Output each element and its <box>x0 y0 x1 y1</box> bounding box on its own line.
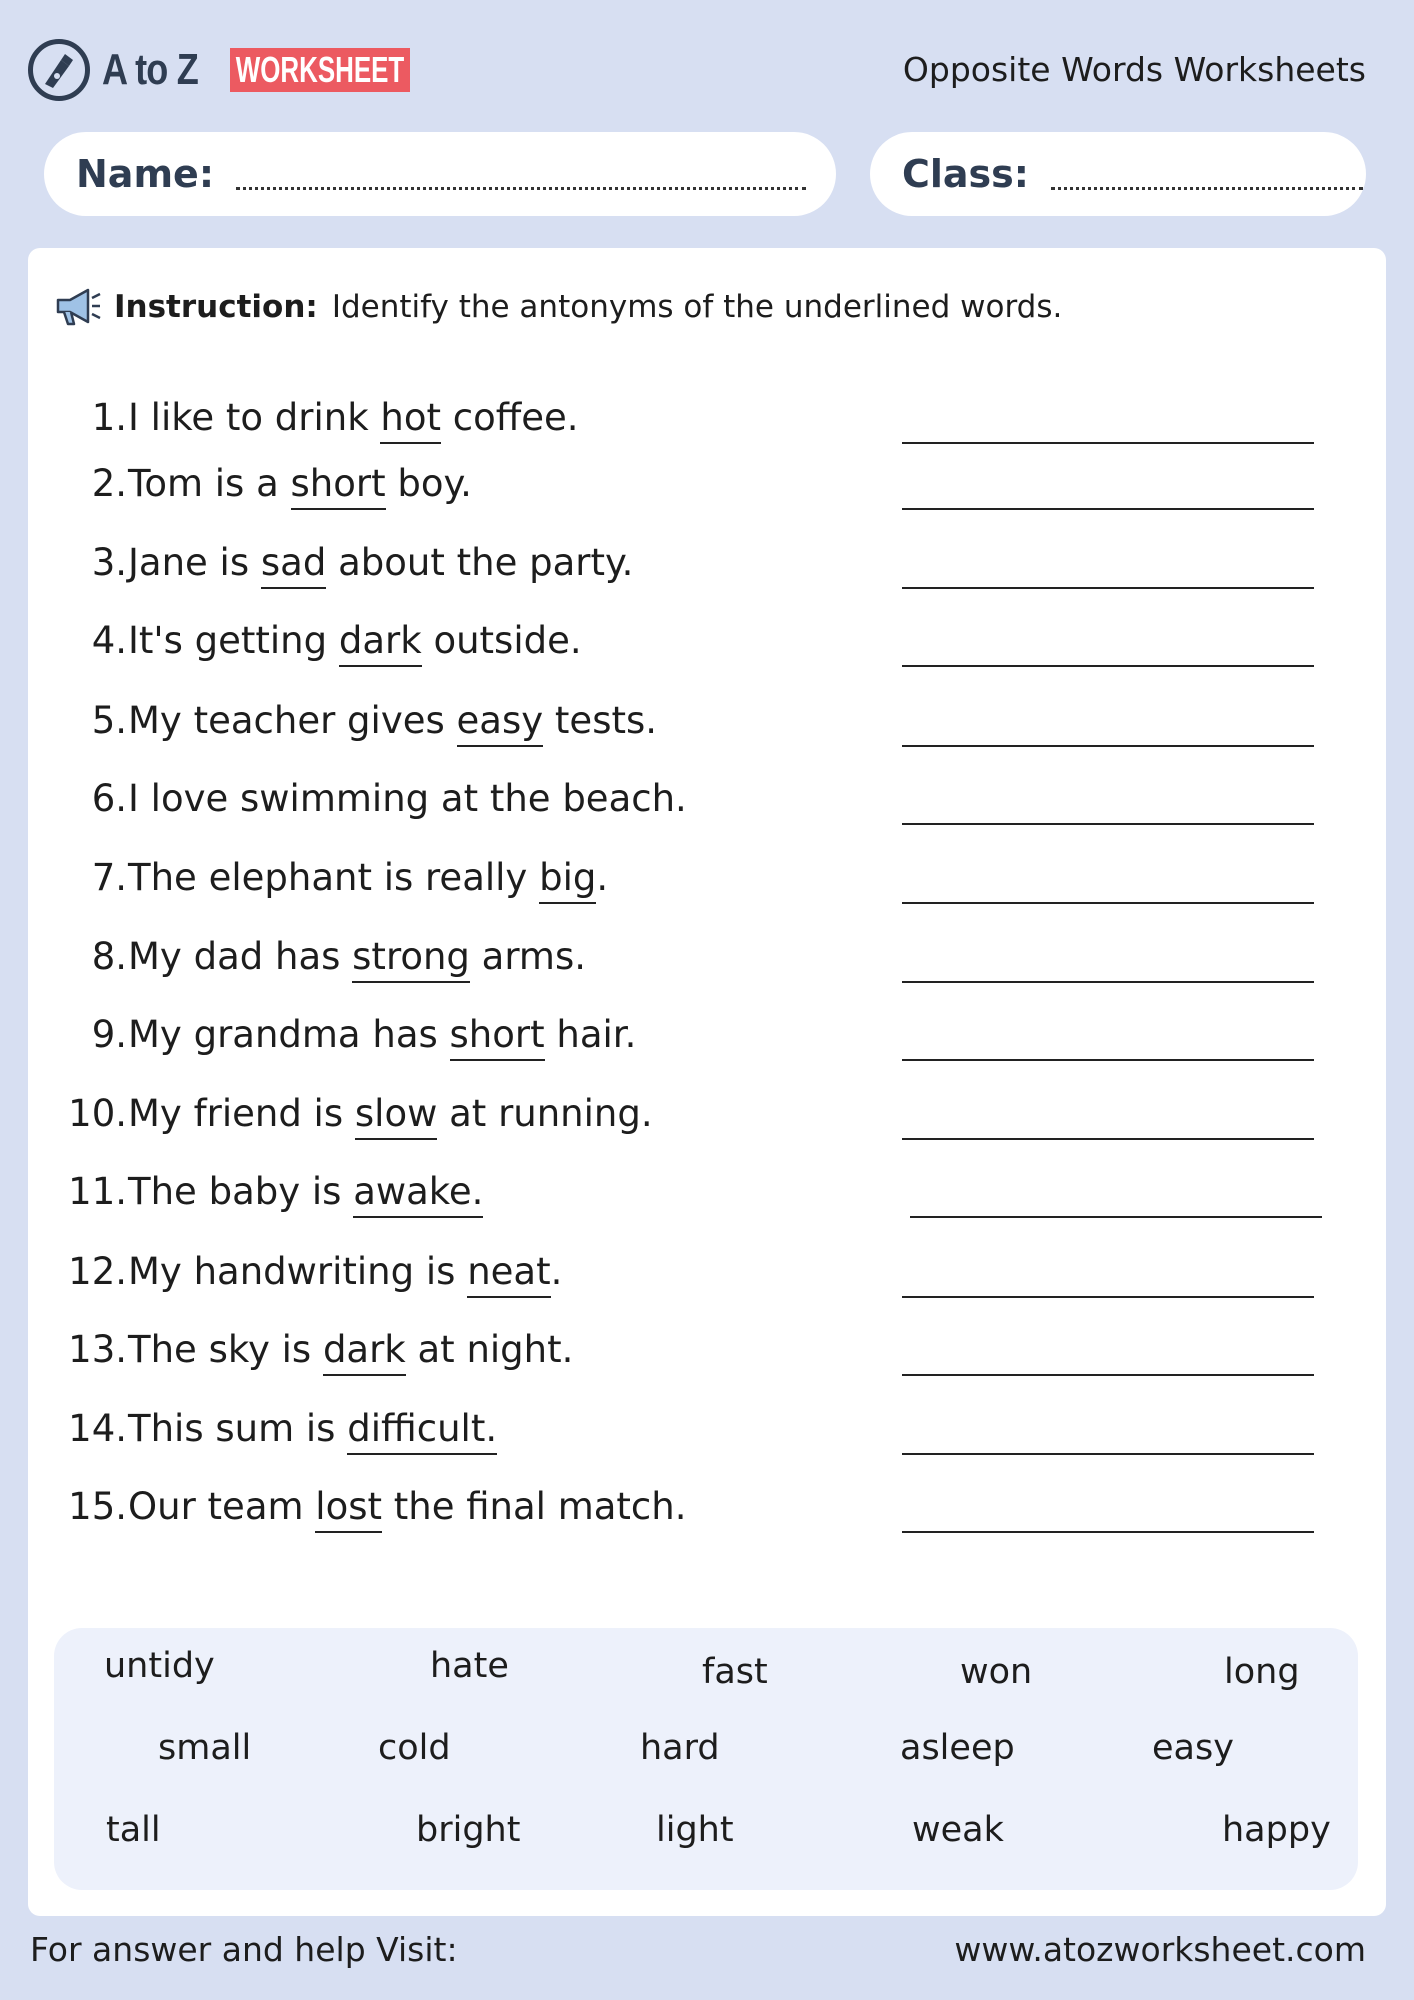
question-text-after: outside. <box>421 619 582 662</box>
question-row <box>28 1086 1386 1146</box>
question-row <box>28 693 1386 753</box>
question-text-after: about the party. <box>326 541 634 584</box>
question-text <box>128 1013 636 1056</box>
word-bank-item: easy <box>1152 1728 1234 1768</box>
question-text-before: Our team <box>128 1485 316 1528</box>
answer-line[interactable] <box>902 981 1314 983</box>
question-text-after: hair. <box>544 1013 637 1056</box>
answer-line[interactable] <box>902 442 1314 444</box>
class-field[interactable] <box>870 132 1366 216</box>
question-row <box>28 1322 1386 1382</box>
question-row <box>28 613 1386 673</box>
question-text <box>128 1407 497 1450</box>
brand-name: A to Z <box>102 45 198 94</box>
underlined-word: short <box>450 1013 545 1061</box>
question-number: 2. <box>91 462 127 505</box>
question-row <box>28 1401 1386 1461</box>
question-row <box>28 535 1386 595</box>
word-bank-item: hate <box>430 1646 509 1686</box>
instruction-label: Instruction: <box>114 289 318 325</box>
underlined-word: difficult. <box>347 1407 497 1455</box>
question-text-before: Tom is a <box>128 462 291 505</box>
word-bank-item: hard <box>640 1728 720 1768</box>
answer-line[interactable] <box>902 902 1314 904</box>
answer-line[interactable] <box>902 1138 1314 1140</box>
footer-website-link[interactable]: www.atozworksheet.com <box>954 1930 1366 1969</box>
question-row <box>28 1164 1386 1224</box>
underlined-word: neat <box>467 1250 550 1298</box>
question-text <box>128 619 582 662</box>
question-row <box>28 1007 1386 1067</box>
question-number: 3. <box>91 541 127 584</box>
instruction-text: Identify the antonyms of the underlined words. <box>331 289 1063 325</box>
word-bank-item: won <box>960 1652 1033 1692</box>
question-number: 6. <box>91 777 127 820</box>
word-bank-item: asleep <box>900 1728 1015 1768</box>
question-row <box>28 1244 1386 1304</box>
question-row <box>28 929 1386 989</box>
question-text-after: boy. <box>385 462 472 505</box>
question-row <box>28 850 1386 910</box>
underlined-word: awake. <box>353 1170 483 1218</box>
question-row <box>28 1479 1386 1539</box>
question-number: 9. <box>91 1013 127 1056</box>
question-text-before: My grandma has <box>128 1013 450 1056</box>
question-text-before: The baby is <box>128 1170 354 1213</box>
answer-line[interactable] <box>902 1374 1314 1376</box>
answer-line[interactable] <box>910 1216 1322 1218</box>
question-text-before: I like to drink <box>128 396 381 439</box>
answer-line[interactable] <box>902 665 1314 667</box>
question-number: 1. <box>91 396 127 439</box>
question-text-before: Jane is <box>128 541 261 584</box>
footer-help-text: For answer and help Visit: <box>30 1930 458 1969</box>
question-number: 5. <box>91 699 127 742</box>
question-text <box>128 777 687 820</box>
question-text <box>128 935 586 978</box>
question-text-before: My handwriting is <box>128 1250 468 1293</box>
question-text <box>128 1328 573 1371</box>
question-number: 7. <box>91 856 127 899</box>
brand-logo <box>28 38 405 102</box>
answer-line[interactable] <box>902 1531 1314 1533</box>
question-number: 12. <box>68 1250 127 1293</box>
question-row <box>28 456 1386 516</box>
underlined-word: dark <box>339 619 422 667</box>
page-title: Opposite Words Worksheets <box>902 50 1366 89</box>
name-label: Name: <box>76 152 215 196</box>
answer-line[interactable] <box>902 1296 1314 1298</box>
question-text-after: at running. <box>437 1092 653 1135</box>
underlined-word: slow <box>355 1092 437 1140</box>
question-text <box>128 699 657 742</box>
question-text <box>128 541 633 584</box>
question-text-after: coffee. <box>441 396 579 439</box>
answer-line[interactable] <box>902 823 1314 825</box>
question-text <box>128 856 608 899</box>
answer-line[interactable] <box>902 1059 1314 1061</box>
underlined-word: easy <box>457 699 544 747</box>
question-text-after: tests. <box>543 699 658 742</box>
question-text-before: My dad has <box>128 935 353 978</box>
question-number: 8. <box>91 935 127 978</box>
word-bank-item: tall <box>106 1810 161 1850</box>
class-dotted-line <box>1051 186 1363 190</box>
word-bank-item: untidy <box>104 1646 215 1686</box>
question-text-before: This sum is <box>128 1407 348 1450</box>
question-row <box>28 390 1386 450</box>
question-number: 13. <box>68 1328 127 1371</box>
question-text <box>128 462 472 505</box>
answer-line[interactable] <box>902 745 1314 747</box>
underlined-word: hot <box>380 396 441 444</box>
word-bank-item: small <box>158 1728 252 1768</box>
word-bank-item: light <box>656 1810 734 1850</box>
underlined-word: sad <box>261 541 326 589</box>
question-text-after: . <box>550 1250 563 1293</box>
question-number: 14. <box>68 1407 127 1450</box>
word-bank-item: weak <box>912 1810 1004 1850</box>
question-number: 15. <box>68 1485 127 1528</box>
question-text <box>128 396 579 439</box>
word-bank <box>54 1628 1358 1890</box>
question-text-before: My friend is <box>128 1092 355 1135</box>
pen-nib-logo-icon <box>28 39 90 101</box>
question-text-after: arms. <box>469 935 586 978</box>
question-text-before: I love swimming at the beach. <box>128 777 687 820</box>
worksheet-card <box>28 248 1386 1916</box>
question-text-after: . <box>596 856 609 899</box>
underlined-word: strong <box>352 935 470 983</box>
class-label: Class: <box>902 152 1029 196</box>
question-text-after: at night. <box>405 1328 574 1371</box>
underlined-word: lost <box>315 1485 382 1533</box>
instruction <box>54 286 1062 328</box>
question-text-before: The elephant is really <box>128 856 540 899</box>
question-text <box>128 1485 687 1528</box>
name-field[interactable] <box>44 132 836 216</box>
answer-line[interactable] <box>902 508 1314 510</box>
question-text <box>128 1170 483 1213</box>
question-text-after: the final match. <box>382 1485 687 1528</box>
megaphone-icon <box>54 286 102 328</box>
word-bank-item: bright <box>416 1810 521 1850</box>
question-text-before: My teacher gives <box>128 699 457 742</box>
name-dotted-line <box>236 186 806 190</box>
question-number: 4. <box>91 619 127 662</box>
word-bank-item: cold <box>378 1728 451 1768</box>
question-text-before: The sky is <box>128 1328 323 1371</box>
question-text <box>128 1250 562 1293</box>
word-bank-item: long <box>1224 1652 1300 1692</box>
question-row <box>28 771 1386 831</box>
answer-line[interactable] <box>902 1453 1314 1455</box>
underlined-word: short <box>291 462 386 510</box>
answer-line[interactable] <box>902 587 1314 589</box>
question-text <box>128 1092 653 1135</box>
underlined-word: big <box>539 856 596 904</box>
underlined-word: dark <box>323 1328 406 1376</box>
word-bank-item: happy <box>1222 1810 1331 1850</box>
brand-tag: WORKSHEET <box>230 48 410 92</box>
question-text-before: It's getting <box>128 619 339 662</box>
question-number: 11. <box>68 1170 127 1213</box>
question-number: 10. <box>68 1092 127 1135</box>
word-bank-item: fast <box>702 1652 768 1692</box>
